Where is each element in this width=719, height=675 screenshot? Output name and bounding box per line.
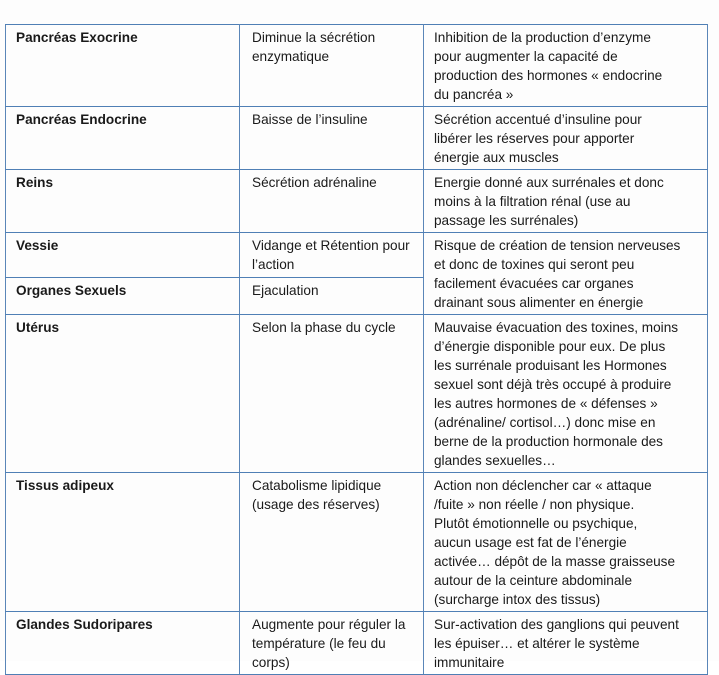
effect-cell: Ejaculation xyxy=(240,278,424,315)
explanation-cell: Sur-activation des ganglions qui peuvent les épuiser… et altérer le système immunitaire xyxy=(424,612,708,675)
effect-cell: Sécrétion adrénaline xyxy=(240,170,424,233)
explanation-cell: Sécrétion accentué d’insuline pour libérer les réserves pour apporter énergie aux muscles xyxy=(424,107,708,170)
organ-cell: Pancréas Endocrine xyxy=(6,107,240,170)
explanation-cell: Risque de création de tension nerveuses et donc de toxines qui seront peu facilement évacuées car organes drainant sous alimenter en énergie xyxy=(424,233,708,315)
organ-cell: Tissus adipeux xyxy=(6,473,240,612)
organ-cell: Pancréas Exocrine xyxy=(6,25,240,107)
effect-cell: Catabolisme lipidique (usage des réserves) xyxy=(240,473,424,612)
effect-cell: Diminue la sécrétion enzymatique xyxy=(240,25,424,107)
table-row xyxy=(6,107,708,170)
table-row xyxy=(6,315,708,473)
organ-cell: Reins xyxy=(6,170,240,233)
organ-cell: Utérus xyxy=(6,315,240,473)
table-row xyxy=(6,25,708,107)
explanation-cell: Action non déclencher car « attaque /fuite » non réelle / non physique. Plutôt émotionnelle ou psychique, aucun usage est fat de l’énergie activée… dépôt de la masse graisseuse autour de la ceinture abdominale (surcharge intox des tissus) xyxy=(424,473,708,612)
table-row xyxy=(6,233,708,278)
table-row xyxy=(6,612,708,675)
explanation-cell: Inhibition de la production d’enzyme pour augmenter la capacité de production des hormones « endocrine du pancréa » xyxy=(424,25,708,107)
explanation-cell: Mauvaise évacuation des toxines, moins d’énergie disponible pour eux. De plus les surrénale produisant les Hormones sexuel sont déjà très occupé à produire les autres hormones de « défenses » (adrénaline/ cortisol…) donc mise en berne de la production hormonale des glandes sexuelles… xyxy=(424,315,708,473)
effect-cell: Selon la phase du cycle xyxy=(240,315,424,473)
organ-cell: Organes Sexuels xyxy=(6,278,240,315)
effect-cell: Vidange et Rétention pour l’action xyxy=(240,233,424,278)
explanation-cell: Energie donné aux surrénales et donc moins à la filtration rénal (use au passage les surrénales) xyxy=(424,170,708,233)
table-row xyxy=(6,473,708,612)
organ-cell: Vessie xyxy=(6,233,240,278)
organ-cell: Glandes Sudoripares xyxy=(6,612,240,675)
table-row xyxy=(6,170,708,233)
effect-cell: Baisse de l’insuline xyxy=(240,107,424,170)
organ-effects-table xyxy=(5,24,708,675)
effect-cell: Augmente pour réguler la température (le feu du corps) xyxy=(240,612,424,675)
